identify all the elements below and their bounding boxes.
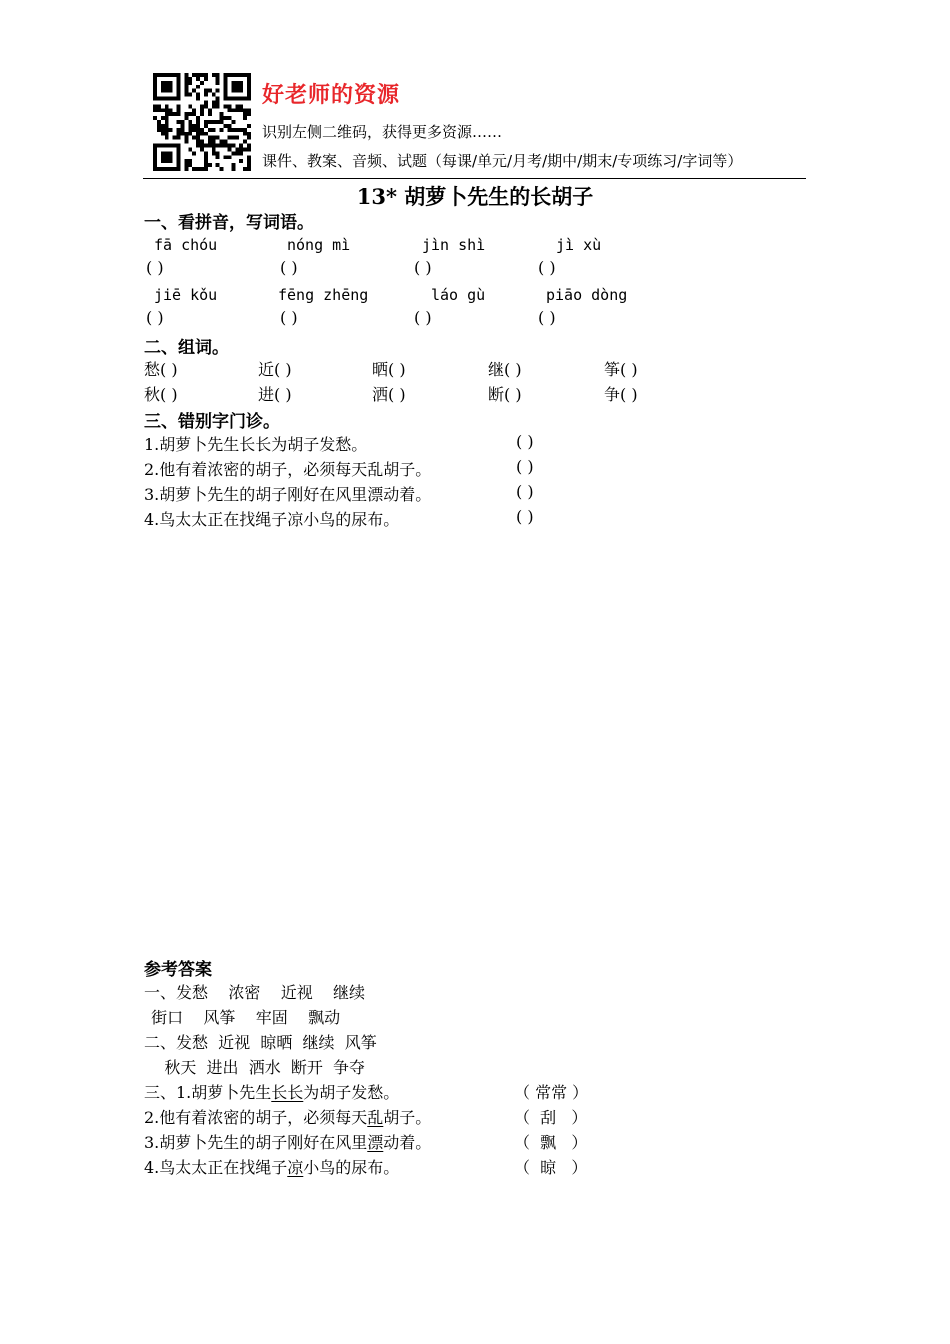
word-group-item[interactable]: 洒( ) bbox=[372, 385, 406, 404]
wrong-word: 长长 bbox=[271, 1083, 304, 1102]
answers-s1-line2: 街口 风筝 牢固 飘动 bbox=[146, 1008, 341, 1027]
answer-blank[interactable]: ( ) bbox=[538, 258, 556, 277]
answers-heading: 参考答案 bbox=[144, 960, 212, 980]
sentence-part: 2.他有着浓密的胡子，必须每天 bbox=[144, 1108, 368, 1127]
pinyin: piāo dòng bbox=[546, 286, 628, 304]
sentence-part: 胡子。 bbox=[383, 1108, 432, 1127]
error-sentence: 4.鸟太太正在找绳子凉小鸟的尿布。 bbox=[144, 510, 400, 529]
answers-s1-line1: 一、发愁 浓密 近视 继续 bbox=[144, 983, 366, 1002]
pinyin: fā chóu bbox=[154, 236, 218, 254]
wrong-word: 凉 bbox=[287, 1158, 304, 1177]
sentence-part: 三、1.胡萝卜先生 bbox=[144, 1083, 272, 1102]
word-group-item[interactable]: 争( ) bbox=[604, 385, 638, 404]
answer-blank[interactable]: ( ) bbox=[414, 308, 432, 327]
word-group-item[interactable]: 继( ) bbox=[488, 360, 522, 379]
pinyin: jì xù bbox=[556, 236, 602, 254]
word-group-item[interactable]: 断( ) bbox=[488, 385, 522, 404]
error-sentence: 2.他有着浓密的胡子，必须每天乱胡子。 bbox=[144, 460, 432, 479]
sentence-part: 动着。 bbox=[383, 1133, 432, 1152]
answer-correction: （ 晾 ） bbox=[514, 1158, 588, 1177]
answer-blank[interactable]: ( ) bbox=[280, 308, 298, 327]
answer-blank[interactable]: ( ) bbox=[516, 457, 534, 476]
answer-blank[interactable]: ( ) bbox=[538, 308, 556, 327]
word-group-item[interactable]: 筝( ) bbox=[604, 360, 638, 379]
word-group-item[interactable]: 进( ) bbox=[258, 385, 292, 404]
brand-title: 好老师的资源 bbox=[262, 83, 401, 108]
answer-blank[interactable]: ( ) bbox=[516, 507, 534, 526]
answers-s2-line1: 二、发愁 近视 晾晒 继续 风筝 bbox=[144, 1033, 377, 1052]
wrong-word: 乱 bbox=[367, 1108, 384, 1127]
section3-heading: 三、错别字门诊。 bbox=[144, 412, 280, 432]
answers-s3-item bbox=[144, 1080, 399, 1103]
sentence-part: 4.鸟太太正在找绳子 bbox=[144, 1158, 288, 1177]
word-group-item[interactable]: 近( ) bbox=[258, 360, 292, 379]
answer-blank[interactable]: ( ) bbox=[280, 258, 298, 277]
sentence-part: 3.胡萝卜先生的胡子刚好在风里 bbox=[144, 1133, 368, 1152]
word-group-item[interactable]: 愁( ) bbox=[144, 360, 178, 379]
answers-s2-line2: 秋天 进出 洒水 断开 争夺 bbox=[144, 1058, 366, 1077]
answer-blank[interactable]: ( ) bbox=[146, 308, 164, 327]
answer-blank[interactable]: ( ) bbox=[414, 258, 432, 277]
pinyin: fēng zhēng bbox=[278, 286, 369, 304]
answer-correction: （ 飘 ） bbox=[514, 1133, 588, 1152]
wrong-word: 漂 bbox=[367, 1133, 384, 1152]
page-title: 13* 胡萝卜先生的长胡子 bbox=[356, 184, 594, 209]
section2-heading: 二、组词。 bbox=[144, 338, 229, 358]
tagline: 识别左侧二维码，获得更多资源…… bbox=[262, 123, 503, 141]
qr-code-icon bbox=[153, 73, 251, 171]
pinyin: jìn shì bbox=[422, 236, 486, 254]
word-group-item[interactable]: 晒( ) bbox=[372, 360, 406, 379]
resources-line: 课件、教案、音频、试题（每课/单元/月考/期中/期末/专项练习/字词等） bbox=[262, 152, 743, 170]
word-group-item[interactable]: 秋( ) bbox=[144, 385, 178, 404]
pinyin: jiē kǒu bbox=[154, 286, 218, 304]
sentence-part: 小鸟的尿布。 bbox=[303, 1158, 400, 1177]
section1-heading: 一、看拼音，写词语。 bbox=[144, 213, 314, 233]
error-sentence: 1.胡萝卜先生长长为胡子发愁。 bbox=[144, 435, 368, 454]
answer-correction: （ 常常 ） bbox=[514, 1083, 589, 1102]
sentence-part: 为胡子发愁。 bbox=[303, 1083, 400, 1102]
pinyin: láo gù bbox=[431, 286, 486, 304]
error-sentence: 3.胡萝卜先生的胡子刚好在风里漂动着。 bbox=[144, 485, 432, 504]
answers-s3-item bbox=[144, 1105, 431, 1128]
answers-s3-item bbox=[144, 1155, 399, 1178]
answer-correction: （ 刮 ） bbox=[514, 1108, 588, 1127]
answer-blank[interactable]: ( ) bbox=[516, 482, 534, 501]
header-divider bbox=[143, 178, 806, 179]
answers-s3-item bbox=[144, 1130, 431, 1153]
answer-blank[interactable]: ( ) bbox=[146, 258, 164, 277]
answer-blank[interactable]: ( ) bbox=[516, 432, 534, 451]
pinyin: nóng mì bbox=[287, 236, 351, 254]
